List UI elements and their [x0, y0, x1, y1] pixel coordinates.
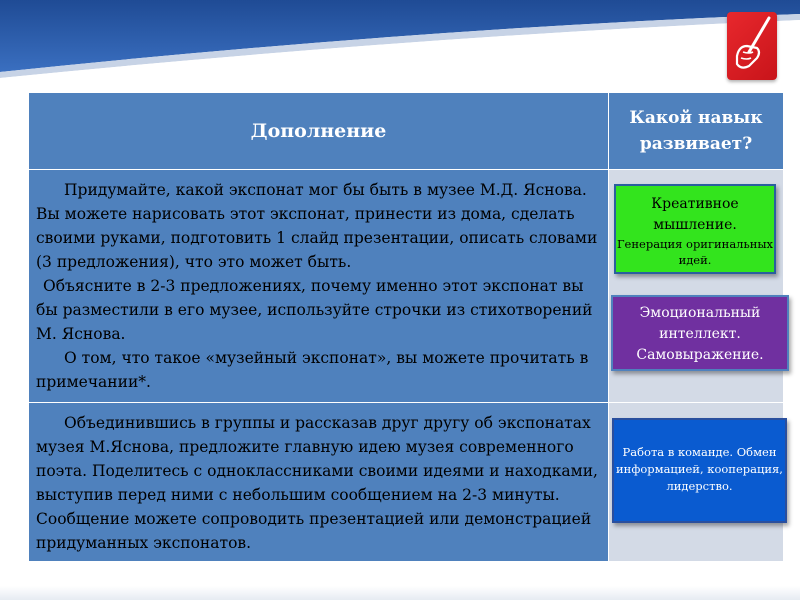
header-banner: [0, 0, 800, 80]
task-paragraph: Объясните в 2-3 предложениях, почему именно этот экспонат вы бы разместили в его музее, используйте строчки из стихотворений М. Яснова.: [36, 277, 593, 343]
task-cell-2: [29, 403, 609, 562]
skill-cell-2: [609, 403, 784, 562]
skill-label: Эмоциональный интеллект. Самовыражение.: [636, 305, 764, 363]
footer-band: [0, 586, 800, 600]
logo: [727, 12, 777, 80]
hand-with-pen-icon: [727, 12, 777, 80]
task-cell-1: [29, 170, 609, 403]
skill-main-label: Креативное мышление.: [651, 196, 739, 233]
skill-sub-label: Генерация оригинальных идей.: [616, 237, 774, 267]
skill-label: Работа в команде. Обмен информацией, кооперация, лидерство.: [616, 445, 783, 493]
header-skill: Какой навык развивает?: [609, 93, 784, 170]
header-addition: Дополнение: [29, 93, 609, 170]
content-table: [28, 92, 784, 562]
table-row: [29, 403, 784, 562]
task-paragraph: Придумайте, какой экспонат мог бы быть в музее М.Д. Яснова. Вы можете нарисовать этот экспонат, принести из дома, сделать своими руками, подготовить 1 слайд презентации, описать словами (3 предложения), что это может быть.: [36, 181, 598, 271]
skill-teamwork: [612, 418, 787, 523]
skill-emotional-intelligence: [611, 295, 789, 371]
table-header-row: [29, 93, 784, 170]
task-paragraph: О том, что такое «музейный экспонат», вы можете прочитать в примечании*.: [36, 349, 589, 391]
table-row: [29, 170, 784, 403]
task-paragraph: Объединившись в группы и рассказав друг другу об экспонатах музея М.Яснова, предложите главную идею музея современного поэта. Поделитесь с одноклассниками своими идеями и находками, выступив перед ними с небольшим сообщением на 2-3 минуты. Сообщение можете сопроводить презентацией или демонстрацией придуманных экспонатов.: [36, 414, 598, 552]
skill-cell-1: [609, 170, 784, 403]
skill-creative-thinking: [614, 184, 776, 274]
